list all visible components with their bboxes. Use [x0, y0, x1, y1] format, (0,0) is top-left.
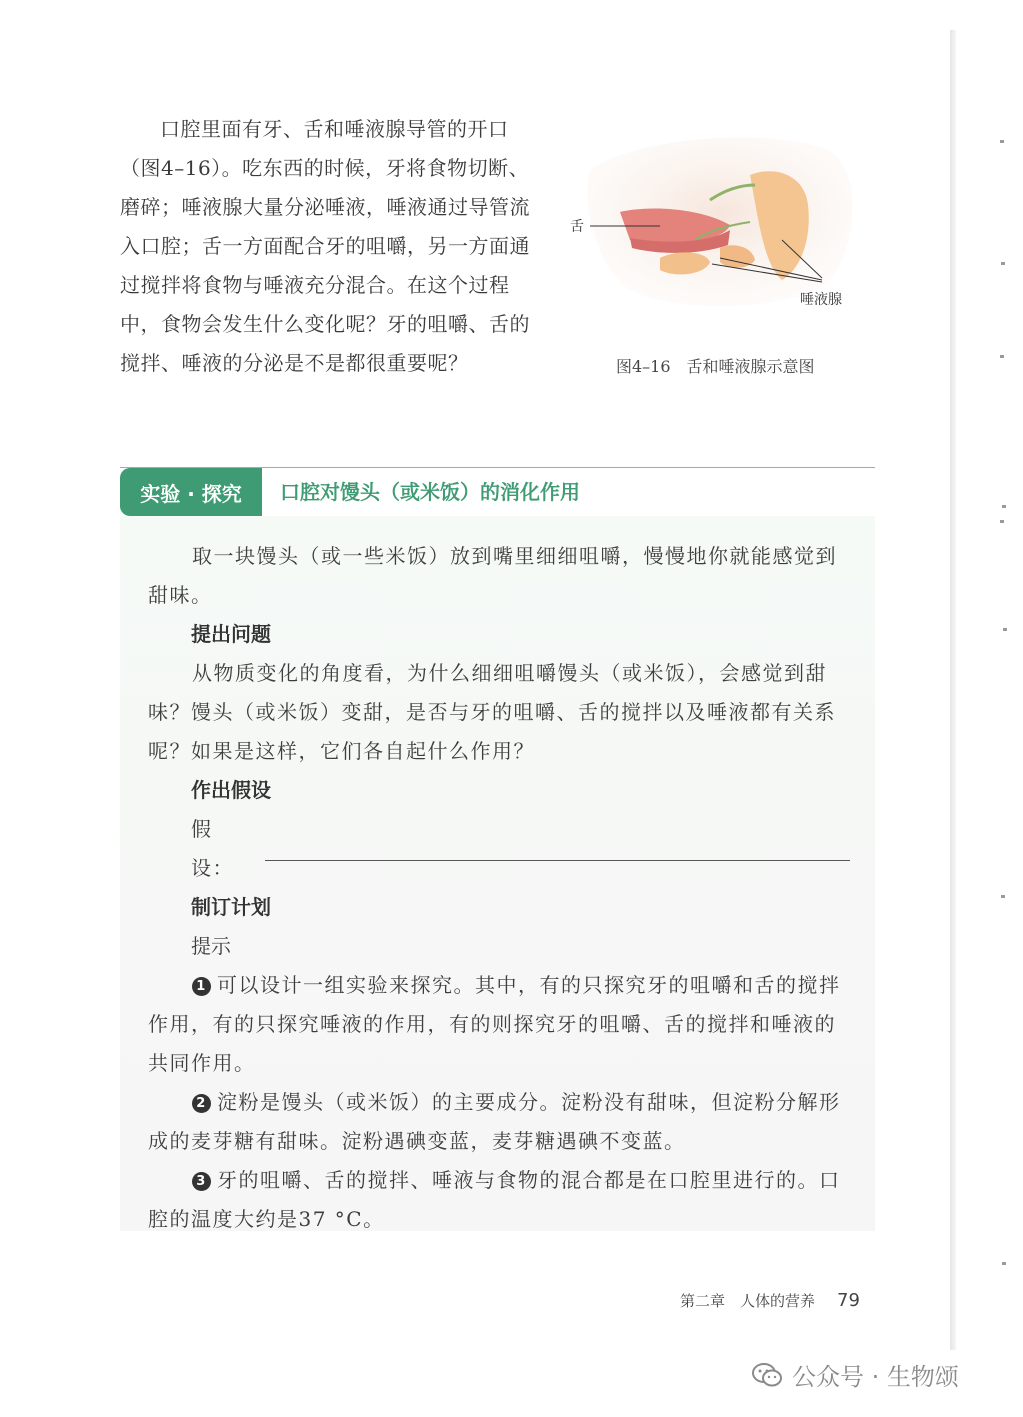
wechat-icon [752, 1362, 782, 1388]
number-2-icon: 2 [192, 1094, 211, 1113]
hint-text: 牙的咀嚼、舌的搅拌、唾液与食物的混合都是在口腔里进行的。口腔的温度大约是37 °C。 [148, 1168, 841, 1231]
hypothesis-heading: 作出假设 [191, 778, 271, 802]
experiment-header [120, 467, 875, 517]
hint-item [148, 1083, 850, 1161]
experiment-tag: 实验 · 探究 [120, 468, 262, 516]
watermark-text: 公众号 · 生物颂 [792, 1363, 959, 1391]
mouth-illustration [560, 130, 880, 350]
hypothesis-label: 假设： [191, 817, 234, 880]
page-footer [680, 1290, 860, 1311]
hint-text: 淀粉是馒头（或米饭）的主要成分。淀粉没有甜味，但淀粉分解形成的麦芽糖有甜味。淀粉遇碘变蓝，麦芽糖遇碘不变蓝。 [148, 1090, 841, 1153]
figure-caption: 图4–16 舌和唾液腺示意图 [616, 357, 815, 376]
hint-item [148, 966, 850, 1083]
page-edge [950, 30, 956, 1350]
experiment-content [148, 537, 850, 1239]
intro-paragraph [120, 110, 535, 383]
tongue-salivary-figure [560, 130, 880, 390]
experiment-intro: 取一块馒头（或一些米饭）放到嘴里细细咀嚼，慢慢地你就能感觉到甜味。 [148, 544, 837, 607]
chapter-label: 第二章 人体的营养 [680, 1292, 816, 1310]
number-3-icon: 3 [192, 1172, 211, 1191]
question-heading: 提出问题 [191, 622, 271, 646]
watermark [752, 1357, 959, 1392]
hint-item [148, 1161, 850, 1239]
tongue-label: 舌 [570, 219, 584, 235]
salivary-gland-label: 唾液腺 [800, 292, 842, 308]
page-number: 79 [837, 1290, 860, 1311]
hint-label: 提示 [191, 934, 231, 958]
hypothesis-blank [265, 838, 850, 861]
experiment-title: 口腔对馒头（或米饭）的消化作用 [280, 480, 580, 504]
hypothesis-line [148, 810, 850, 888]
plan-heading: 制订计划 [191, 895, 271, 919]
question-text: 从物质变化的角度看，为什么细细咀嚼馒头（或米饭），会感觉到甜味？馒头（或米饭）变甜，是否与牙的咀嚼、舌的搅拌以及唾液都有关系呢？如果是这样，它们各自起什么作用？ [148, 661, 836, 763]
hint-text: 可以设计一组实验来探究。其中，有的只探究牙的咀嚼和舌的搅拌作用，有的只探究唾液的作用，有的则探究牙的咀嚼、舌的搅拌和唾液的共同作用。 [148, 973, 841, 1075]
intro-text: 口腔里面有牙、舌和唾液腺导管的开口（图4–16）。吃东西的时候，牙将食物切断、磨碎；唾液腺大量分泌唾液，唾液通过导管流入口腔；舌一方面配合牙的咀嚼，另一方面通过搅拌将食物与唾液充分混合。在这个过程中，食物会发生什么变化呢？牙的咀嚼、舌的搅拌、唾液的分泌是不是都很重要呢？ [120, 117, 530, 375]
number-1-icon: 1 [192, 977, 211, 996]
